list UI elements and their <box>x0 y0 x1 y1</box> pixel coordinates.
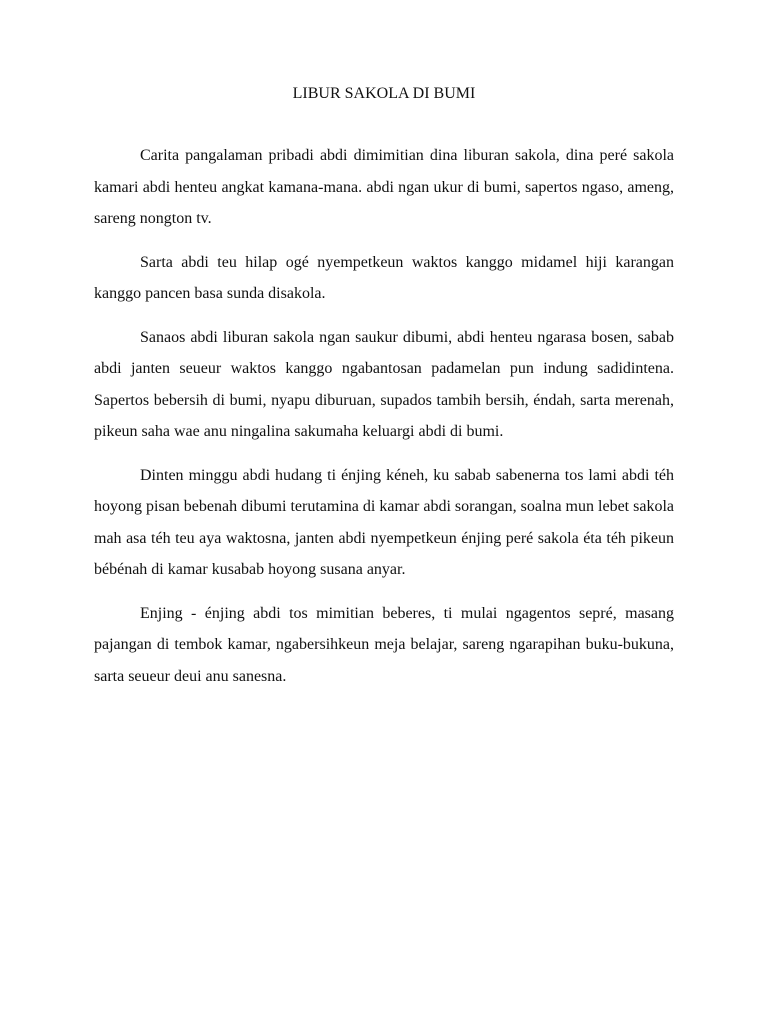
paragraph: Sarta abdi teu hilap ogé nyempetkeun waktos kanggo midamel hiji karangan kanggo pancen basa sunda disakola. <box>94 253 674 302</box>
paragraph: Carita pangalaman pribadi abdi dimimitian dina liburan sakola, dina peré sakola kamari abdi henteu angkat kamana-mana. abdi ngan ukur di bumi, sapertos ngaso, ameng, sareng nongton tv. <box>94 147 674 227</box>
document-title: LIBUR SAKOLA DI BUMI <box>292 85 476 102</box>
paragraph: Dinten minggu abdi hudang ti énjing kéneh, ku sabab sabenerna tos lami abdi téh hoyong pisan bebenah dibumi terutamina di kamar abdi sorangan, soalna mun lebet sakola mah asa téh teu aya waktosna, janten abdi nyempetkeun énjing peré sakola éta téh pikeun bébénah di kamar kusabab hoyong susana anyar. <box>94 466 674 578</box>
paragraph: Sanaos abdi liburan sakola ngan saukur dibumi, abdi henteu ngarasa bosen, sabab abdi janten seueur waktos kanggo ngabantosan padamelan pun indung sadidintena. Sapertos bebersih di bumi, nyapu diburuan, supados tambih bersih, éndah, sarta merenah, pikeun saha wae anu ningalina sakumaha keluargi abdi di bumi. <box>94 328 674 440</box>
document-body <box>94 140 674 704</box>
paragraph: Enjing - énjing abdi tos mimitian beberes, ti mulai ngagentos sepré, masang pajangan di tembok kamar, ngabersihkeun meja belajar, sareng ngarapihan buku-bukuna, sarta seueur deui anu sanesna. <box>94 604 674 685</box>
